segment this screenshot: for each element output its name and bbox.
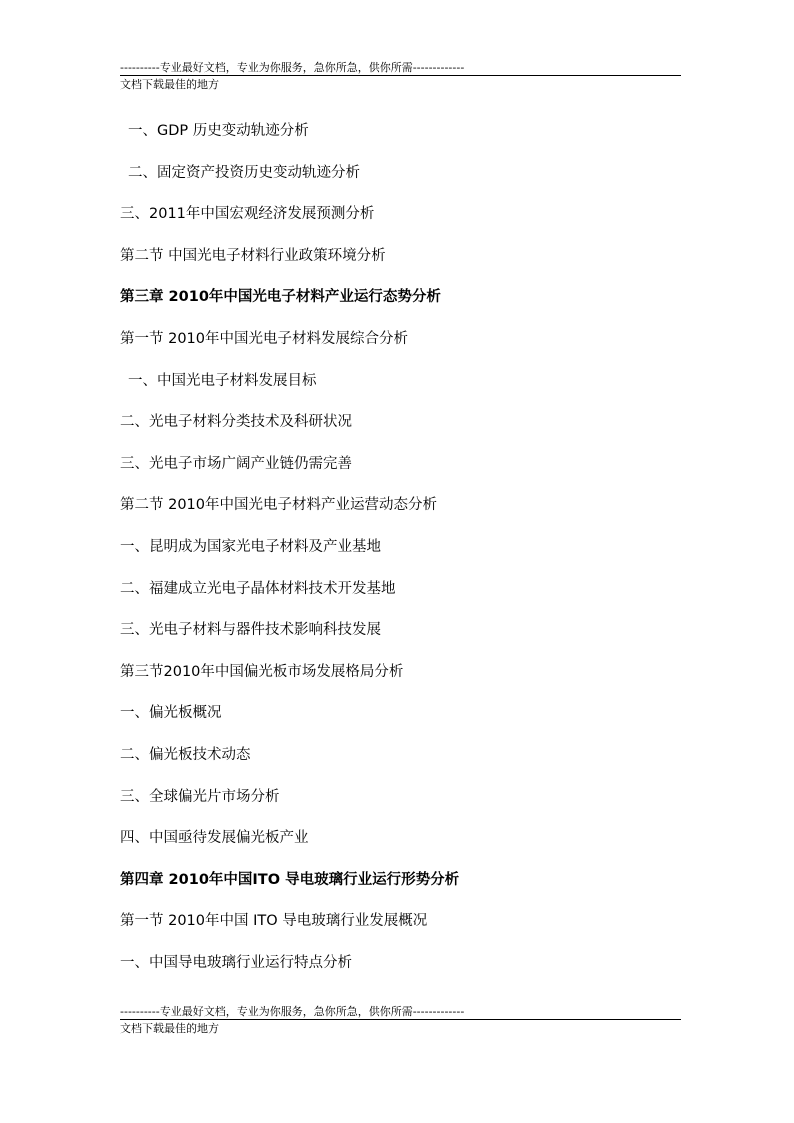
- toc-entry: 三、2011年中国宏观经济发展预测分析: [120, 206, 375, 223]
- toc-entry: 三、光电子市场广阔产业链仍需完善: [120, 455, 352, 472]
- toc-entry: 三、全球偏光片市场分析: [120, 788, 280, 805]
- footer-slogan: ----------专业最好文档，专业为你服务，急你所急，供你所需-------------: [120, 1005, 681, 1020]
- toc-entry: 二、偏光板技术动态: [120, 746, 251, 763]
- toc-entry: 一、中国导电玻璃行业运行特点分析: [120, 954, 352, 971]
- toc-entry: 一、中国光电子材料发展目标: [128, 372, 317, 389]
- toc-entry: 一、昆明成为国家光电子材料及产业基地: [120, 538, 381, 555]
- toc-entry: 第一节 2010年中国光电子材料发展综合分析: [120, 330, 409, 347]
- toc-entry: 一、GDP 历史变动轨迹分析: [128, 123, 309, 139]
- toc-entry: 二、福建成立光电子晶体材料技术开发基地: [120, 580, 396, 597]
- toc-entry: 二、固定资产投资历史变动轨迹分析: [128, 164, 360, 181]
- header-subtitle: 文档下载最佳的地方: [120, 78, 219, 91]
- toc-entry: 第一节 2010年中国 ITO 导电玻璃行业发展概况: [120, 913, 428, 930]
- chapter-heading: 第四章 2010年中国ITO 导电玻璃行业运行形势分析: [120, 871, 460, 888]
- toc-entry: 二、光电子材料分类技术及科研状况: [120, 414, 352, 431]
- header-slogan: ----------专业最好文档，专业为你服务，急你所急，供你所需-------------: [120, 61, 681, 76]
- toc-entry: 第三节2010年中国偏光板市场发展格局分析: [120, 663, 404, 680]
- toc-entry: 第二节 2010年中国光电子材料产业运营动态分析: [120, 497, 438, 514]
- page-header: [120, 61, 681, 92]
- table-of-contents: [120, 117, 681, 990]
- toc-entry: 第二节 中国光电子材料行业政策环境分析: [120, 247, 386, 264]
- toc-entry: 三、光电子材料与器件技术影响科技发展: [120, 622, 381, 639]
- page-footer: [120, 1005, 681, 1036]
- toc-entry: 一、偏光板概况: [120, 705, 222, 722]
- chapter-heading: 第三章 2010年中国光电子材料产业运行态势分析: [120, 289, 441, 306]
- footer-subtitle: 文档下载最佳的地方: [120, 1022, 219, 1035]
- toc-entry: 四、中国亟待发展偏光板产业: [120, 830, 309, 847]
